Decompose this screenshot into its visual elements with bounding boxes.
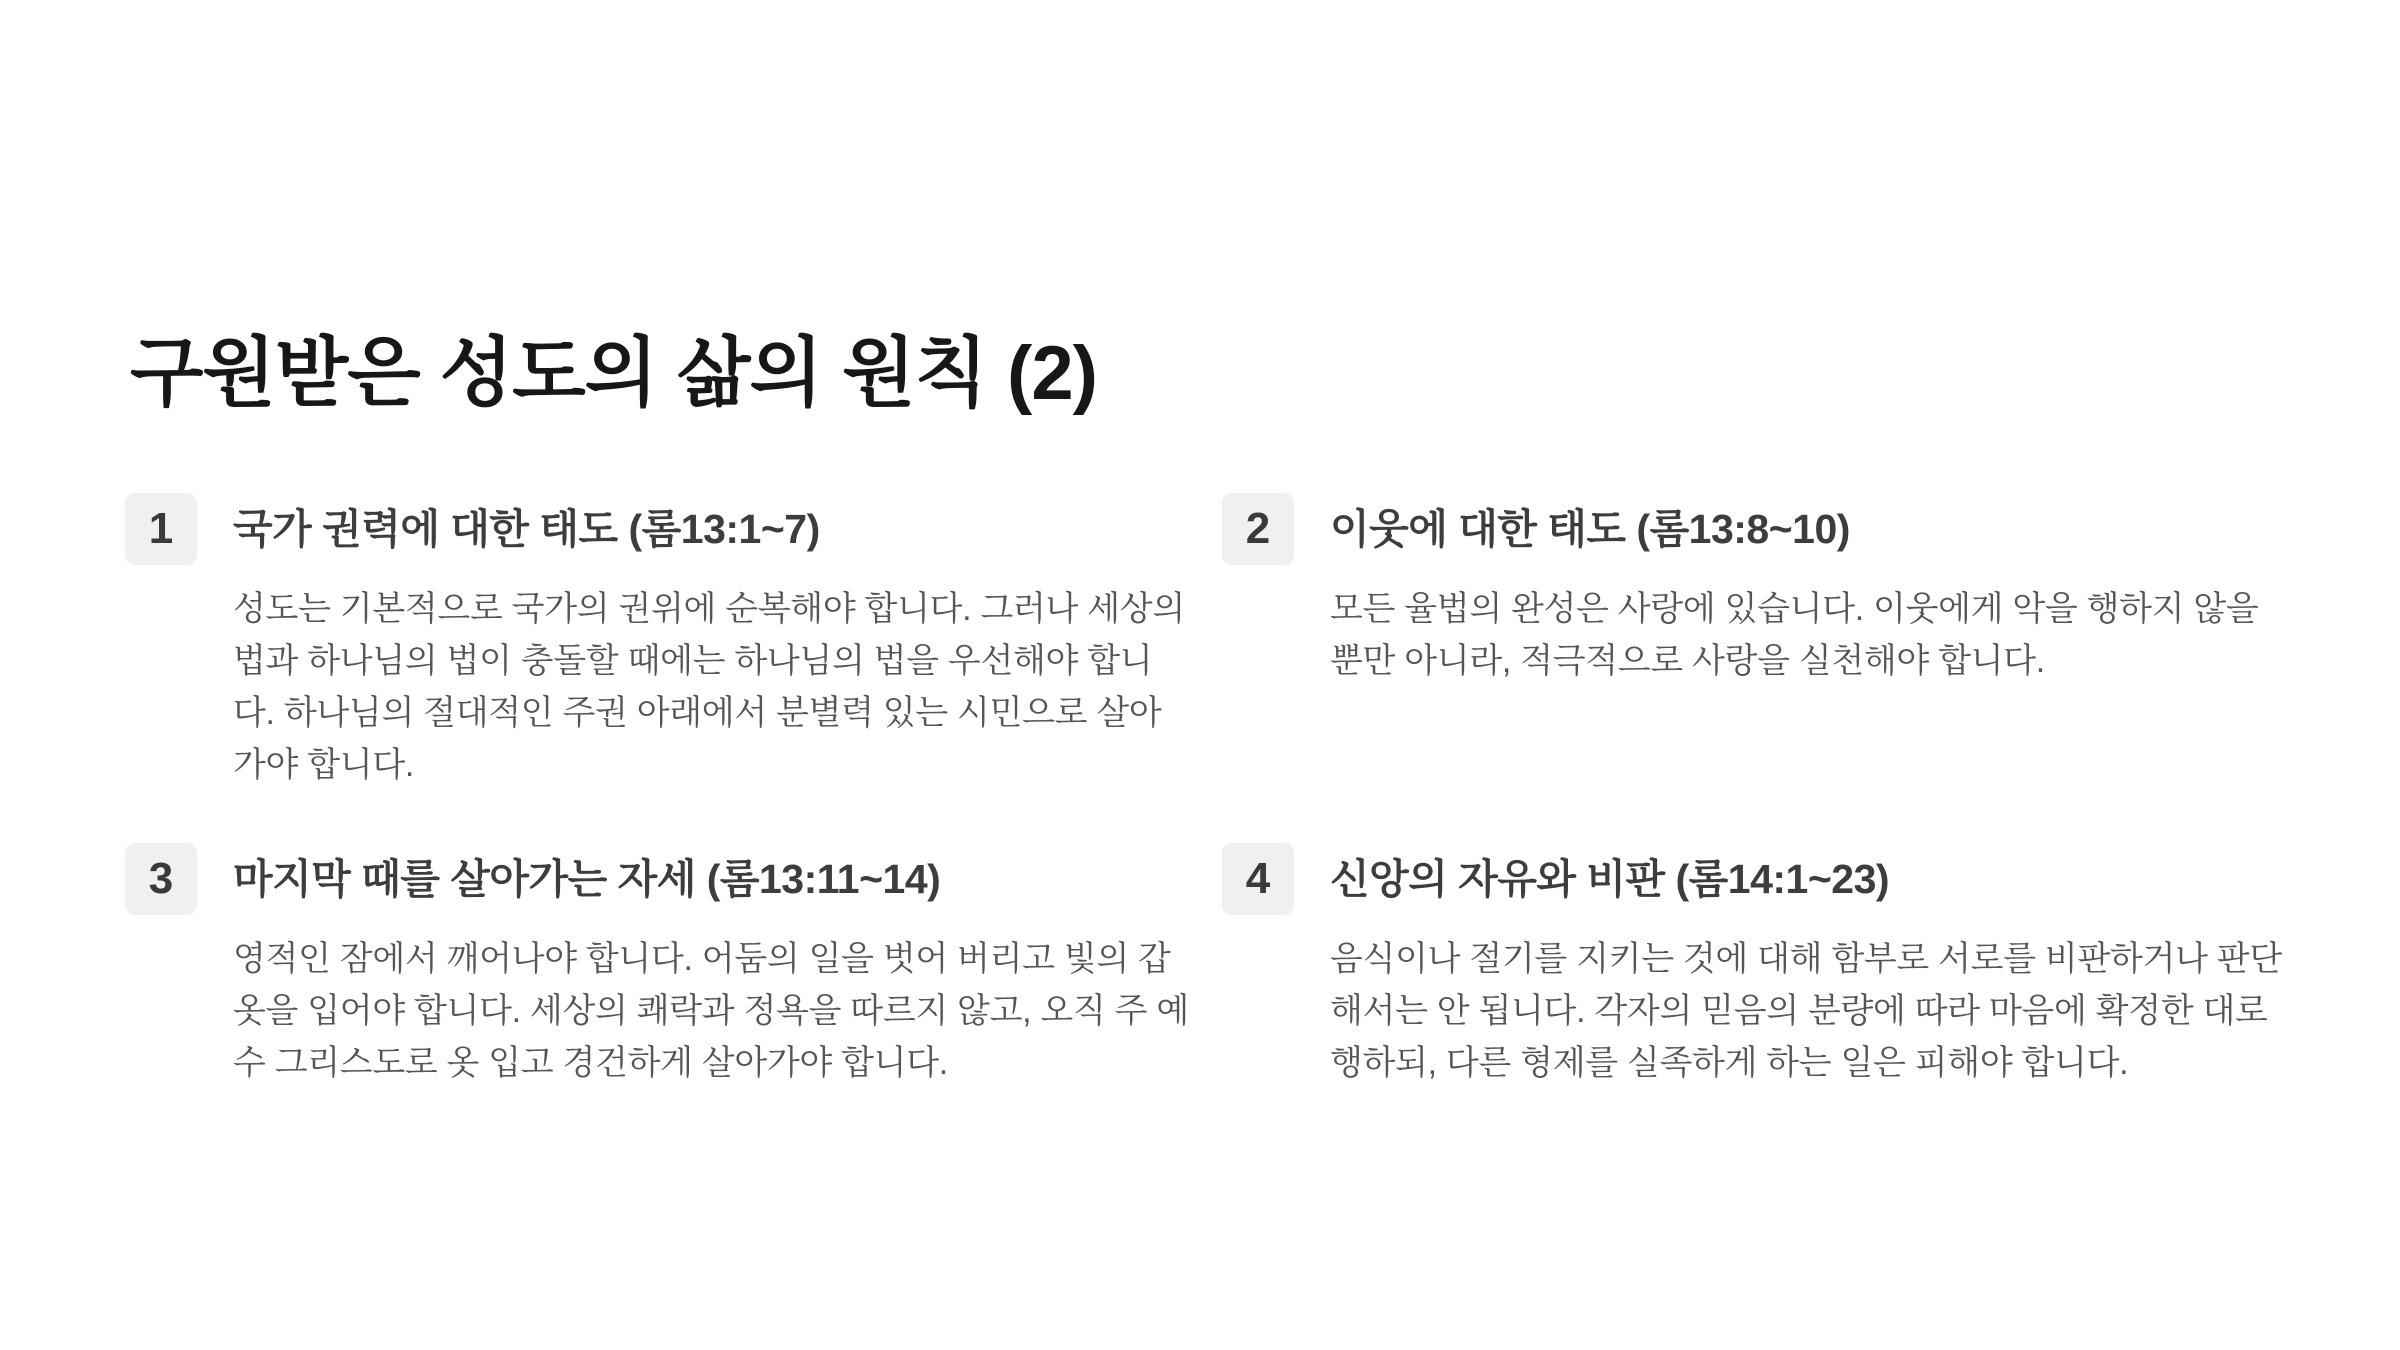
item-number-badge: 2: [1222, 493, 1294, 565]
item-number-badge: 1: [125, 493, 197, 565]
item-content: [1330, 843, 2287, 1089]
item-body: 모든 율법의 완성은 사랑에 있습니다. 이웃에게 악을 행하지 않을 뿐만 아니라, 적극적으로 사랑을 실천해야 합니다.: [1330, 590, 2259, 680]
item-content: [233, 493, 1190, 791]
item-content: [233, 843, 1190, 1089]
item-content: [1330, 493, 2287, 687]
principle-item-3: [125, 843, 1190, 1089]
item-heading: 국가 권력에 대한 태도 (롬13:1~7): [233, 506, 820, 552]
principle-item-1: [125, 493, 1190, 791]
principles-grid: [125, 493, 2287, 1089]
item-heading: 신앙의 자유와 비판 (롬14:1~23): [1330, 856, 1890, 902]
item-heading: 이웃에 대한 태도 (롬13:8~10): [1330, 506, 1850, 552]
principle-item-4: [1222, 843, 2287, 1089]
item-body: 영적인 잠에서 깨어나야 합니다. 어둠의 일을 벗어 버리고 빛의 갑옷을 입어야 합니다. 세상의 쾌락과 정욕을 따르지 않고, 오직 주 예수 그리스도로 옷 입고 경건하게 살아가야 합니다.: [233, 940, 1189, 1082]
item-body: 음식이나 절기를 지키는 것에 대해 함부로 서로를 비판하거나 판단해서는 안 됩니다. 각자의 믿음의 분량에 따라 마음에 확정한 대로 행하되, 다른 형제를 실족하게 하는 일은 피해야 합니다.: [1330, 940, 2282, 1082]
item-number-badge: 4: [1222, 843, 1294, 915]
item-body: 성도는 기본적으로 국가의 권위에 순복해야 합니다. 그러나 세상의 법과 하나님의 법이 충돌할 때에는 하나님의 법을 우선해야 합니다. 하나님의 절대적인 주권 아래에서 분별력 있는 시민으로 살아가야 합니다.: [233, 590, 1185, 784]
principle-item-2: [1222, 493, 2287, 791]
item-number-badge: 3: [125, 843, 197, 915]
slide-title: 구원받은 성도의 삶의 원칙 (2): [130, 331, 1097, 416]
item-heading: 마지막 때를 살아가는 자세 (롬13:11~14): [233, 856, 941, 902]
